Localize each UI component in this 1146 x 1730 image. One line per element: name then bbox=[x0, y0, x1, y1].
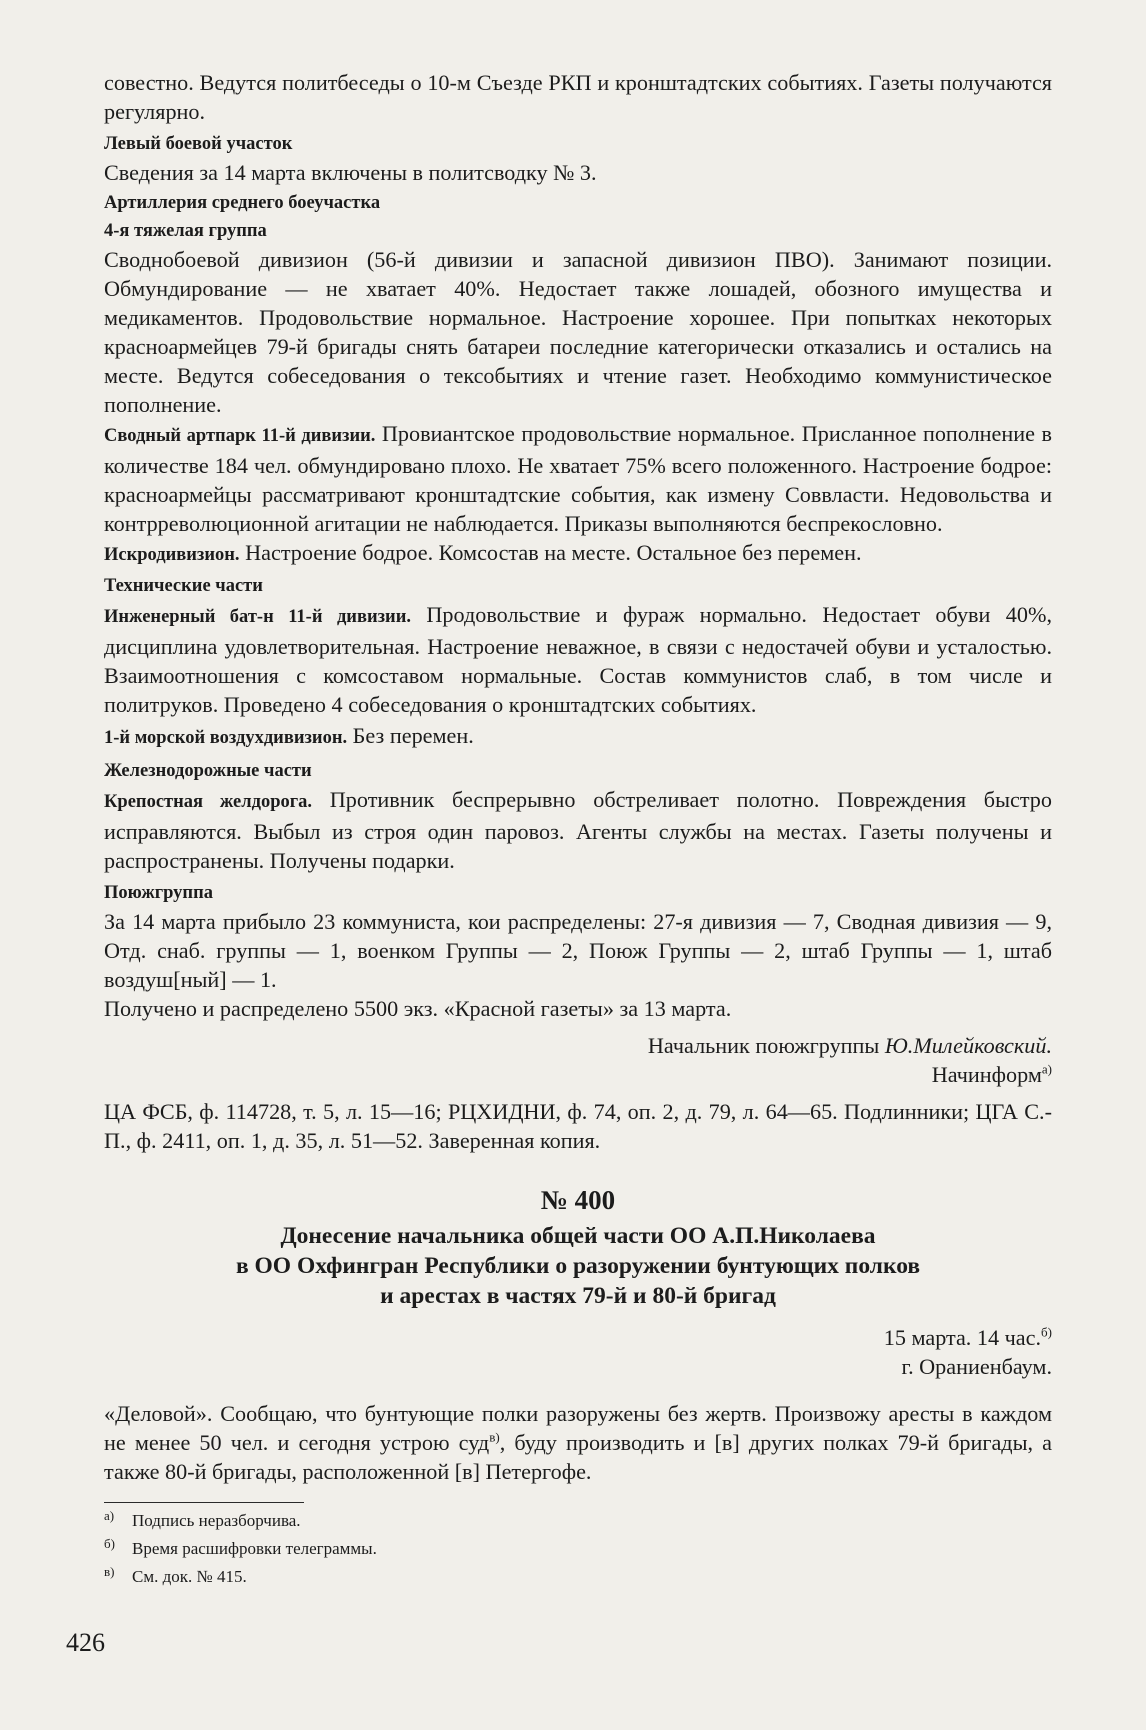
footnote bbox=[104, 1507, 1052, 1535]
document-place: г. Ораниенбаум. bbox=[901, 1354, 1052, 1379]
section-lead: 1-й морской воздухдивизион. bbox=[104, 728, 348, 748]
footnote-ref: в) bbox=[489, 1429, 500, 1445]
footnote-text: Время расшифровки телеграммы. bbox=[132, 1539, 377, 1558]
date-text: 15 марта. 14 час. bbox=[883, 1325, 1042, 1350]
section-heading: Левый боевой участок bbox=[104, 134, 293, 154]
section-text: Без перемен. bbox=[347, 723, 474, 748]
section-lead: Искродивизион. bbox=[104, 545, 240, 565]
section-text: Настроение бодрое. Комсостав на месте. Остальное без перемен. bbox=[239, 540, 862, 565]
footnote-text: См. док. № 415. bbox=[132, 1567, 247, 1586]
section-text: Провиантское продовольствие нормальное. Присланное пополнение в количестве 184 чел. обмундировано плохо. Не хватает 75% всего положенного. Настроение бодрое: красноармейцы рассматривают кронштадтские события, как измену Соввласти. Недовольства и контрреволюционной агитации не наблюдается. Приказы выполняются беспрекословно. bbox=[104, 421, 1052, 536]
section-subheading: 4-я тяжелая группа bbox=[104, 221, 267, 241]
title-line: в ОО Охфингран Республики о разоружении бунтующих полков bbox=[235, 1253, 921, 1279]
footnote-ref: б) bbox=[1041, 1324, 1052, 1340]
section-heading: Артиллерия среднего боеучастка bbox=[104, 193, 381, 213]
footnote-divider bbox=[104, 1502, 304, 1503]
page-number: 426 bbox=[66, 1628, 105, 1657]
footnote bbox=[104, 1535, 1052, 1563]
section-text: Получено и распределено 5500 экз. «Красной газеты» за 13 марта. bbox=[104, 996, 732, 1021]
footnote-ref: а) bbox=[1041, 1061, 1052, 1077]
document-title bbox=[104, 1221, 1052, 1311]
opening-paragraph: совестно. Ведутся политбеседы о 10-м Съезде РКП и кронштадтских событиях. Газеты получаются регулярно. bbox=[104, 70, 1052, 124]
footnote-mark: а) bbox=[104, 1508, 115, 1523]
section-lead: Инженерный бат-н 11-й дивизии. bbox=[104, 607, 411, 627]
footnote bbox=[104, 1563, 1052, 1591]
section-paragraph bbox=[104, 785, 1052, 875]
footnote-mark: б) bbox=[104, 1536, 115, 1551]
section-lead: Сводный артпарк 11-й дивизии. bbox=[104, 426, 376, 446]
section-paragraph bbox=[104, 721, 1052, 753]
footnote-mark: в) bbox=[104, 1564, 115, 1579]
title-line: Донесение начальника общей части ОО А.П.Николаева bbox=[280, 1223, 876, 1249]
archive-source: ЦА ФСБ, ф. 114728, т. 5, л. 15—16; РЦХИДНИ, ф. 74, оп. 2, д. 79, л. 64—65. Подлинники; ЦГА С.-П., ф. 2411, оп. 1, д. 35, л. 51—52. Заверенная копия. bbox=[104, 1099, 1052, 1153]
document-body bbox=[104, 1399, 1052, 1486]
previous-document-continuation bbox=[104, 68, 1052, 1155]
signature-second-line bbox=[104, 1060, 1052, 1089]
section-heading: Железнодорожные части bbox=[104, 761, 312, 781]
section-text: Своднобоевой дивизион (56-й дивизии и запасной дивизион ПВО). Занимают позиции. Обмундирование — не хватает 40%. Недостает также лошадей, обозного имущества и медикаментов. Продовольствие нормальное. Настроение хорошее. При попытках некоторых красноармейцев 79-й бригады снять батареи последние категорически отказались и остались на месте. Ведутся собеседования о тексобытиях и чтение газет. Необходимо коммунистическое пополнение. bbox=[104, 247, 1052, 417]
section-heading: Технические части bbox=[104, 576, 263, 596]
body-text: , буду производить и [в] других полках 79-й бригады, а также 80-й бригады, расположенной [в] Петергофе. bbox=[104, 1430, 1052, 1484]
section-text: Продовольствие и фураж нормально. Недостает обуви 40%, дисциплина удовлетворительная. Настроение неважное, в связи с недостачей обуви и усталостью. Взаимоотношения с комсоставом нормальные. Состав коммунистов слаб, в том числе и политруков. Проведено 4 собеседования о кронштадтских событиях. bbox=[104, 602, 1053, 717]
section-paragraph bbox=[104, 419, 1052, 538]
title-line: и арестах в частях 79-й и 80-й бригад bbox=[380, 1283, 776, 1309]
signature-title: Начальник поюжгруппы bbox=[647, 1033, 880, 1058]
section-text: Сведения за 14 марта включены в политсводку № 3. bbox=[104, 160, 597, 185]
document-date bbox=[104, 1323, 1052, 1352]
footnote-text: Подпись неразборчива. bbox=[132, 1511, 301, 1530]
section-heading: Поюжгруппа bbox=[104, 883, 213, 903]
footnotes bbox=[104, 1507, 1052, 1591]
section-paragraph bbox=[104, 538, 1052, 570]
section-text: Противник беспрерывно обстреливает полотно. Повреждения быстро исправляются. Выбыл из строя один паровоз. Агенты службы на местах. Газеты получены и распространены. Получены подарки. bbox=[104, 787, 1052, 873]
signature-line bbox=[104, 1031, 1052, 1060]
section-paragraph bbox=[104, 600, 1052, 719]
section-text: За 14 марта прибыло 23 коммуниста, кои распределены: 27-я дивизия — 7, Сводная дивизия — 9, Отд. снаб. группы — 1, военком Группы — 2, Поюж Группы — 2, штаб Группы — 1, штаб воздуш[ный] — 1. bbox=[104, 909, 1052, 992]
signature-second: Начинформ bbox=[931, 1062, 1042, 1087]
document-number: № 400 bbox=[540, 1185, 616, 1215]
signature-name: Ю.Милейковский. bbox=[884, 1033, 1052, 1058]
body-text: «Деловой». Сообщаю, что бунтующие полки разоружены без жертв. Произвожу аресты в каждом не менее 50 чел. и сегодня устрою суд bbox=[104, 1401, 1052, 1455]
section-lead: Крепостная желдорога. bbox=[104, 792, 313, 812]
